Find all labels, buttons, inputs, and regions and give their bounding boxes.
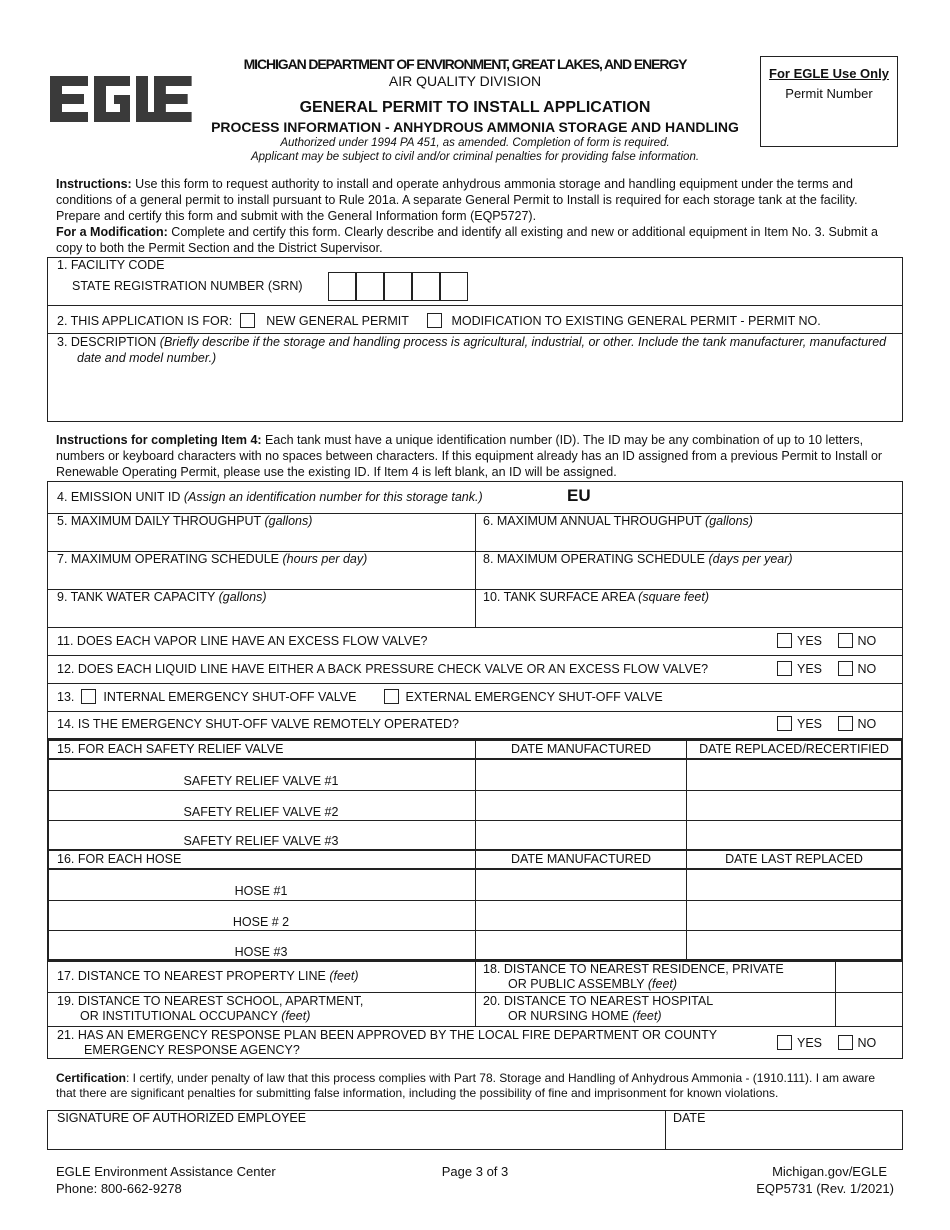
penalty-note: Applicant may be subject to civil and/or criminal penalties for providing false information. (250, 151, 700, 163)
item18-label (483, 962, 784, 992)
item4-text: 4. EMISSION UNIT ID (57, 490, 184, 504)
item12-label: 12. DOES EACH LIQUID LINE HAVE EITHER A BACK PRESSURE CHECK VALVE OR AN EXCESS FLOW VALVE? (57, 662, 709, 676)
item4-hint: (Assign an identification number for this storage tank.) (183, 490, 483, 504)
hoses-col-manufactured: DATE MANUFACTURED (510, 852, 652, 866)
item14-no-label: NO (857, 717, 877, 731)
item12-yes-label: YES (797, 662, 823, 676)
valves-col-replaced: DATE REPLACED/RECERTIFIED (699, 742, 889, 756)
hose-row-1: HOSE #1 (234, 884, 288, 898)
external-shutoff-row (384, 689, 663, 704)
item5-label (57, 514, 312, 528)
item21-line1: 21. HAS AN EMERGENCY RESPONSE PLAN BEEN APPROVED BY THE LOCAL FIRE DEPARTMENT OR COUNTY (57, 1028, 718, 1042)
item7-text: 7. MAXIMUM OPERATING SCHEDULE (57, 552, 283, 566)
item11-answers (777, 633, 876, 648)
item11-yes-label: YES (797, 634, 823, 648)
certification-label: Certification (56, 1071, 127, 1085)
item5-text: 5. MAXIMUM DAILY THROUGHPUT (57, 514, 265, 528)
item21-answers (777, 1035, 876, 1050)
item14-label: 14. IS THE EMERGENCY SHUT-OFF VALVE REMOTELY OPERATED? (57, 717, 459, 731)
instructions-label: Instructions: (56, 177, 132, 191)
item20-unit: (feet) (632, 1009, 662, 1023)
item5-unit: (gallons) (264, 514, 313, 528)
date-field[interactable] (666, 1128, 902, 1149)
item16-label: 16. FOR EACH HOSE (57, 852, 182, 866)
item21-no-checkbox[interactable] (838, 1035, 853, 1050)
date-label: DATE (673, 1111, 706, 1125)
division-name: AIR QUALITY DIVISION (388, 73, 542, 89)
external-shutoff-checkbox[interactable] (384, 689, 399, 704)
description-label: 3. DESCRIPTION (57, 335, 160, 349)
valve-row-3: SAFETY RELIEF VALVE #3 (183, 834, 339, 848)
item13-label: 13. (57, 690, 75, 704)
item8-unit: (days per year) (708, 552, 793, 566)
item20-label (483, 994, 713, 1024)
description-hint-1: (Briefly describe if the storage and handling process is agricultural, industrial, or other. Include the tank manufacturer, manufactured (159, 335, 887, 349)
item10-label (483, 590, 709, 604)
item11-label: 11. DOES EACH VAPOR LINE HAVE AN EXCESS FLOW VALVE? (57, 634, 428, 648)
item18-unit: (feet) (647, 977, 678, 991)
department-name: MICHIGAN DEPARTMENT OF ENVIRONMENT, GREAT LAKES, AND ENERGY (243, 56, 687, 72)
item13-row (57, 689, 356, 704)
srn-label: STATE REGISTRATION NUMBER (SRN) (72, 279, 303, 293)
item4-instructions (56, 432, 898, 480)
item11-no-checkbox[interactable] (838, 633, 853, 648)
item21-label (57, 1028, 717, 1058)
application-for-row (57, 313, 409, 328)
valves-col-manufactured: DATE MANUFACTURED (510, 742, 652, 756)
item12-answers (777, 661, 876, 676)
modification-text: Complete and certify this form. Clearly describe and identify all existing and new or additional equipment in Item No. 3. Submit a copy to both the Permit Section and the District Supervisor. (56, 225, 878, 255)
internal-shutoff-label: INTERNAL EMERGENCY SHUT-OFF VALVE (103, 690, 357, 704)
use-only-title: For EGLE Use Only (769, 66, 889, 81)
item21-line2: EMERGENCY RESPONSE AGENCY? (84, 1043, 300, 1057)
item9-label (57, 590, 267, 604)
footer-website: Michigan.gov/EGLE (772, 1164, 887, 1179)
item19-label (57, 994, 363, 1024)
hoses-col-replaced: DATE LAST REPLACED (725, 852, 863, 866)
modification-label: For a Modification: (56, 225, 168, 239)
item18-line2: OR PUBLIC ASSEMBLY (508, 977, 648, 991)
modification-checkbox[interactable] (427, 313, 442, 328)
modification-row (427, 313, 821, 328)
item19-line1: 19. DISTANCE TO NEAREST SCHOOL, APARTMENT, (57, 994, 364, 1008)
item12-yes-checkbox[interactable] (777, 661, 792, 676)
egle-logo (50, 76, 192, 122)
item4-label (57, 490, 483, 504)
item6-text: 6. MAXIMUM ANNUAL THROUGHPUT (483, 514, 706, 528)
item10-unit: (square feet) (638, 590, 710, 604)
signature-field[interactable] (48, 1128, 664, 1149)
instructions-text: Use this form to request authority to install and operate anhydrous ammonia storage and handling equipment under the terms and conditions of a general permit to install pursuant to Rule 201a. A separate General Permit to Install is required for each storage tank at the facility. Prepare and certify this form and submit with the General Information form (EQP5727). (56, 177, 858, 223)
item12-no-label: NO (857, 662, 877, 676)
item15-label: 15. FOR EACH SAFETY RELIEF VALVE (57, 742, 284, 756)
description-field[interactable] (57, 334, 897, 366)
instructions-paragraph (56, 176, 898, 256)
item14-answers (777, 716, 876, 731)
item8-label (483, 552, 793, 566)
certification-paragraph (56, 1071, 898, 1101)
item17-unit: (feet) (329, 969, 359, 983)
footer-phone: Phone: 800-662-9278 (56, 1181, 182, 1196)
egle-use-only-box (760, 56, 898, 147)
item12-no-checkbox[interactable] (838, 661, 853, 676)
item14-yes-checkbox[interactable] (777, 716, 792, 731)
srn-digit-3[interactable] (384, 272, 412, 301)
new-permit-label: NEW GENERAL PERMIT (266, 314, 409, 328)
application-for-label: 2. THIS APPLICATION IS FOR: (57, 314, 233, 328)
item19-unit: (feet) (281, 1009, 311, 1023)
item8-text: 8. MAXIMUM OPERATING SCHEDULE (483, 552, 709, 566)
item11-no-label: NO (857, 634, 877, 648)
description-hint-2: date and model number.) (77, 351, 217, 365)
valve-row-1: SAFETY RELIEF VALVE #1 (183, 774, 339, 788)
facility-code-label: 1. FACILITY CODE (57, 258, 165, 272)
srn-digit-5[interactable] (440, 272, 468, 301)
signature-label: SIGNATURE OF AUTHORIZED EMPLOYEE (57, 1111, 307, 1125)
item20-line1: 20. DISTANCE TO NEAREST HOSPITAL (483, 994, 714, 1008)
item10-text: 10. TANK SURFACE AREA (483, 590, 639, 604)
item20-line2: OR NURSING HOME (508, 1009, 633, 1023)
page-subtitle: PROCESS INFORMATION - ANHYDROUS AMMONIA STORAGE AND HANDLING (211, 119, 739, 135)
item4-instructions-label: Instructions for completing Item 4: (56, 433, 262, 447)
srn-digit-4[interactable] (412, 272, 440, 301)
hose-row-2: HOSE # 2 (232, 915, 290, 929)
item14-yes-label: YES (797, 717, 823, 731)
item9-text: 9. TANK WATER CAPACITY (57, 590, 219, 604)
item21-no-label: NO (857, 1036, 877, 1050)
modification-label: MODIFICATION TO EXISTING GENERAL PERMIT - PERMIT NO. (451, 314, 821, 328)
srn-digit-2[interactable] (356, 272, 384, 301)
authorization-note: Authorized under 1994 PA 451, as amended. Completion of form is required. (280, 137, 670, 149)
page-title: GENERAL PERMIT TO INSTALL APPLICATION (299, 99, 651, 116)
external-shutoff-label: EXTERNAL EMERGENCY SHUT-OFF VALVE (405, 690, 663, 704)
footer-page-number: Page 3 of 3 (441, 1164, 509, 1179)
item17-label (57, 969, 359, 983)
footer-center-name: EGLE Environment Assistance Center (56, 1164, 276, 1179)
item7-label (57, 552, 367, 566)
item21-yes-label: YES (797, 1036, 823, 1050)
item14-no-checkbox[interactable] (838, 716, 853, 731)
item11-yes-checkbox[interactable] (777, 633, 792, 648)
item7-unit: (hours per day) (282, 552, 368, 566)
hose-row-3: HOSE #3 (234, 945, 288, 959)
internal-shutoff-checkbox[interactable] (81, 689, 96, 704)
item6-unit: (gallons) (705, 514, 753, 528)
item17-text: 17. DISTANCE TO NEAREST PROPERTY LINE (57, 969, 330, 983)
item19-line2: OR INSTITUTIONAL OCCUPANCY (80, 1009, 282, 1023)
item21-yes-checkbox[interactable] (777, 1035, 792, 1050)
item4-instructions-text: Each tank must have a unique identification number (ID). The ID may be any combination of up to 10 letters, numbers or keyboard characters with no spaces between characters. If this equipment already has an ID assigned from a previous Permit to Install or Renewable Operating Permit, please use the existing ID. If Item 4 is left blank, an ID will be assigned. (56, 433, 883, 479)
valve-row-2: SAFETY RELIEF VALVE #2 (183, 805, 339, 819)
new-permit-checkbox[interactable] (240, 313, 255, 328)
srn-digit-1[interactable] (328, 272, 356, 301)
item6-label (483, 514, 753, 528)
footer-form-id: EQP5731 (Rev. 1/2021) (756, 1181, 894, 1196)
emission-unit-prefix: EU (567, 486, 591, 505)
item18-line1: 18. DISTANCE TO NEAREST RESIDENCE, PRIVATE (483, 962, 784, 976)
certification-text: : I certify, under penalty of law that this process complies with Part 78. Storage and Handling of Anhydrous Ammonia - (1910.111). I am aware that there are significant penalties for submitting false information, including the possibility of fine and imprisonment for known violations. (56, 1071, 876, 1100)
item9-unit: (gallons) (218, 590, 267, 604)
permit-number-label: Permit Number (785, 86, 873, 101)
